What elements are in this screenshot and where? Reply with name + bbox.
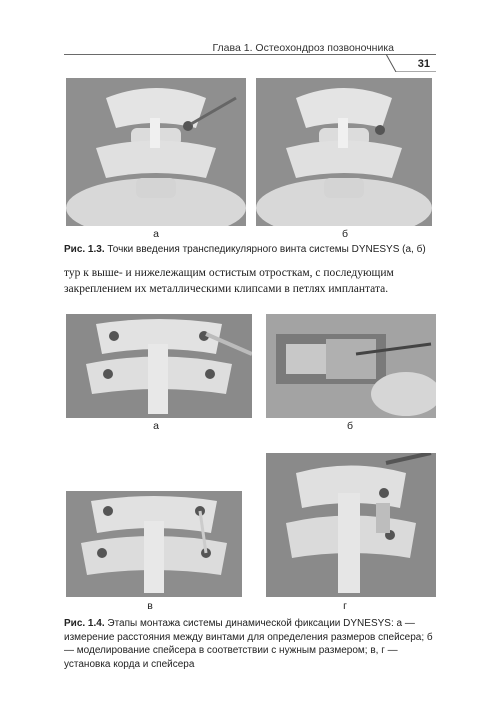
figure-1-4-label-c: в [147, 600, 153, 612]
page-number: 31 [417, 58, 430, 70]
figure-1-3-label-a: а [153, 228, 159, 240]
figure-1-3b-photo [256, 78, 432, 226]
figure-1-4-caption-prefix: Рис. 1.4. [64, 618, 105, 629]
figure-1-3-label-b: б [341, 228, 348, 240]
figure-1-3-caption-text: Точки введения транспедикулярного винта системы DYNESYS (а, б) [104, 244, 426, 255]
chapter-title: Глава 1. Остеохондроз позвоночника [212, 42, 394, 54]
header-rule [64, 54, 436, 55]
figure-1-4-caption [64, 617, 436, 671]
body-paragraph: тур к выше- и нижележащим остистым отросткам, с последующим закреплением их металлическими клипсами в петлях имплантата. [64, 267, 394, 295]
figure-1-4d-photo [266, 453, 436, 597]
figure-1-4-label-b: б [346, 420, 353, 432]
page-number-box [400, 54, 436, 71]
figure-1-4a-photo [66, 314, 252, 418]
figure-1-4c-photo [66, 491, 242, 597]
figure-1-4-label-a: а [153, 420, 159, 432]
running-header [64, 42, 436, 74]
figure-1-4b-photo [266, 314, 436, 418]
figure-1-3-caption [64, 243, 436, 257]
figure-1-3-caption-prefix: Рис. 1.3. [64, 244, 105, 255]
figure-1-4-label-d: г [343, 600, 347, 612]
figure-1-3a-photo [66, 78, 246, 226]
figure-1-4-caption-text: Этапы монтажа системы динамической фиксации DYNESYS: а — измерение расстояния между винтами для определения размеров спейсера; б — моделирование спейсера в соответствии с нужным размером; в, г — установка корда и спейсера [64, 618, 433, 670]
